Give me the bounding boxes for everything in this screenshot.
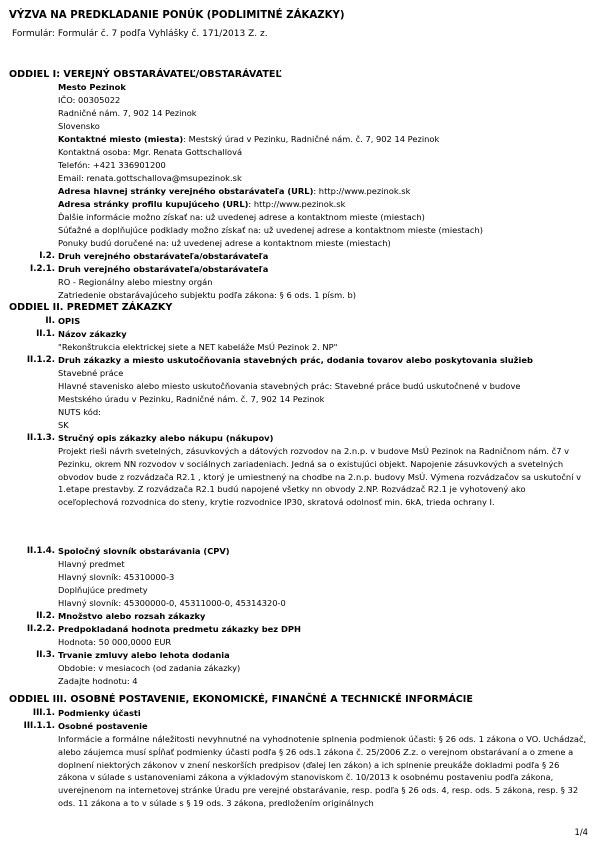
contact-person: Kontaktná osoba: Mgr. Renata Gottschallová — [58, 147, 243, 157]
heading-ii22: Predpokladaná hodnota predmetu zákazky bez DPH — [58, 624, 301, 634]
number-i21: I.2.1. — [30, 264, 55, 274]
heading-ii14: Spoločný slovník obstarávania (CPV) — [58, 546, 230, 556]
duration-period: Obdobie: v mesiacoch (od zadania zákazky) — [58, 663, 241, 673]
authority-country: Slovensko — [58, 121, 100, 131]
heading-ii: OPIS — [58, 316, 81, 326]
number-iii1: III.1. — [32, 708, 55, 718]
number-ii14: II.1.4. — [26, 546, 55, 556]
duration-value: Zadajte hodnotu: 4 — [58, 676, 138, 686]
contact-point — [58, 133, 439, 145]
profile-url — [58, 198, 345, 210]
heading-ii1: Názov zákazky — [58, 329, 127, 339]
heading-ii13: Stručný opis zákazky alebo nákupu (nákupov) — [58, 433, 274, 443]
number-ii12: II.1.2. — [26, 355, 55, 365]
more-info-line: Ďalšie informácie možno získať na: už uvedenej adrese a kontaktnom mieste (miestach) — [58, 212, 425, 222]
main-url-label: Adresa hlavnej stránky verejného obstarávateľa (URL) — [58, 186, 314, 196]
authority-street: Radničné nám. 7, 902 14 Pezinok — [58, 108, 197, 118]
contact-point-value: : Mestský úrad v Pezinku, Radničné nám. č. 7, 902 14 Pezinok — [183, 134, 440, 144]
section-ii-heading: ODDIEL II. PREDMET ZÁKAZKY — [9, 302, 173, 313]
profile-url-label: Adresa stránky profilu kupujúceho (URL) — [58, 199, 249, 209]
profile-url-value: : http://www.pezinok.sk — [248, 199, 346, 209]
contract-name: "Rekonštrukcia elektrickej siete a NET kabeláže MsÚ Pezinok 2. NP" — [58, 342, 338, 352]
authority-classification: Zatriedenie obstarávajúceho subjektu podľa zákona: § 6 ods. 1 písm. b) — [58, 290, 356, 300]
place-line-2: Mestského úradu v Pezinku, Radničné nám. č. 7, 902 14 Pezinok — [58, 394, 325, 404]
documents-line: Súťažné a doplňujúce podklady možno získať na: už uvedenej adrese a kontaktnom mieste (miestach) — [58, 225, 483, 235]
authority-name: Mesto Pezinok — [58, 82, 126, 92]
number-iii11: III.1.1. — [23, 721, 55, 731]
heading-iii11: Osobné postavenie — [58, 721, 148, 731]
nuts-value: SK — [58, 420, 69, 430]
offers-line: Ponuky budú doručené na: už uvedenej adrese a kontaktnom mieste (miestach) — [58, 238, 391, 248]
nuts-label: NUTS kód: — [58, 407, 101, 417]
authority-ico: IČO: 00305022 — [58, 95, 121, 105]
number-ii22: II.2.2. — [26, 624, 55, 634]
number-ii: II. — [45, 316, 55, 326]
heading-ii2: Množstvo alebo rozsah zákazky — [58, 611, 206, 621]
page-title: VÝZVA NA PREDKLADANIE PONÚK (PODLIMITNÉ ZÁKAZKY) — [9, 10, 345, 21]
number-ii3: II.3. — [36, 650, 55, 660]
cpv-main-vocab: Hlavný slovník: 45310000-3 — [58, 572, 175, 582]
section-i-heading: ODDIEL I: VEREJNÝ OBSTARÁVATEĽ/OBSTARÁVATEĽ — [9, 69, 282, 80]
section-iii-heading: ODDIEL III. OSOBNÉ POSTAVENIE, EKONOMICKÉ, FINANČNÉ A TECHNICKÉ INFORMÁCIE — [9, 694, 473, 705]
authority-type: RO - Regionálny alebo miestny orgán — [58, 277, 213, 287]
heading-ii3: Trvanie zmluvy alebo lehota dodania — [58, 650, 230, 660]
contract-description: Projekt rieši návrh svetelných, zásuvkových a dátových rozvodov na 2.n.p. v budove MsÚ Pezinok na Radničnom nám. č7 v Pezinku, okrem NN rozvodov v sociálnych zariadeniach. Jedná sa o existujúci objekt. Napojenie zásuvkových a svetelných obvodov bude z rozvádzača R2.1 , ktorý je umiestnený na chodbe na 2.n.p. budovy MsÚ. Výmena rozvádzačov sa uskutoční v 1.etape prestavby. Z rozvádzača R2.1 budú napojené všetky nn obvody 2.NP. Rozvádzač R2.1 je vyhotovený ako oceľoplechová rozvodnica do steny, krytie rozvodnice IP30, skratová odolnosť min. 6kA, trieda ochrany I. — [58, 446, 582, 508]
contract-kind: Stavebné práce — [58, 368, 124, 378]
main-url-value: : http://www.pezinok.sk — [313, 186, 411, 196]
contact-point-label: Kontaktné miesto (miesta) — [58, 134, 184, 144]
heading-i2: Druh verejného obstarávateľa/obstarávateľa — [58, 251, 269, 261]
heading-i21: Druh verejného obstarávateľa/obstarávateľa — [58, 264, 269, 274]
estimated-value: Hodnota: 50 000,0000 EUR — [58, 637, 172, 647]
heading-iii1: Podmienky účasti — [58, 708, 141, 718]
number-ii13: II.1.3. — [26, 433, 55, 443]
number-ii1: II.1. — [36, 329, 55, 339]
number-i2: I.2. — [39, 251, 55, 261]
contact-phone: Telefón: +421 336901200 — [58, 160, 166, 170]
contact-email: Email: renata.gottschallova@msupezinok.sk — [58, 173, 242, 183]
form-reference: Formulár: Formulár č. 7 podľa Vyhlášky č. 171/2013 Z. z. — [12, 29, 268, 39]
page-number: 1/4 — [574, 827, 588, 837]
cpv-main-subject: Hlavný predmet — [58, 559, 125, 569]
cpv-extra-vocab: Hlavný slovník: 45300000-0, 45311000-0, 45314320-0 — [58, 598, 286, 608]
main-url — [58, 185, 410, 197]
number-ii2: II.2. — [36, 611, 55, 621]
cpv-extra-subject: Doplňujúce predmety — [58, 585, 148, 595]
personal-status-text: Informácie a formálne náležitosti nevyhnutné na vyhodnotenie splnenia podmienok účasti: § 26 ods. 1 zákona o VO. Uchádzač, alebo záujemca musí spĺňať podmienky účasti podľa § 26 ods.1 zákona č. 25/2006 Z.z. o verejnom obstarávaní a o zmene a doplnení niektorých zákonov v znení neskorších predpisov (ďalej len zákon) a ich splnenie preukáže dokladmi podľa § 26 zákona v súlade s ustanoveniami zákona a výkladovým stanoviskom č. 10/2013 k osobnému postaveniu podľa zákona, uverejnenom na internetovej stránke Úradu pre verejné obstarávanie, resp. podľa § 26 ods. 4, resp. ods. 5 zákona, resp. § 32 ods. 11 zákona a to v súlade s § 19 ods. 3 zákona, predložením originálnych — [58, 734, 587, 808]
place-line-1: Hlavné stavenisko alebo miesto uskutočňovania stavebných prác: Stavebné práce budú uskutočnené v budove — [58, 381, 521, 391]
heading-ii12: Druh zákazky a miesto uskutočňovania stavebných prác, dodania tovarov alebo poskytovania služieb — [58, 355, 533, 365]
